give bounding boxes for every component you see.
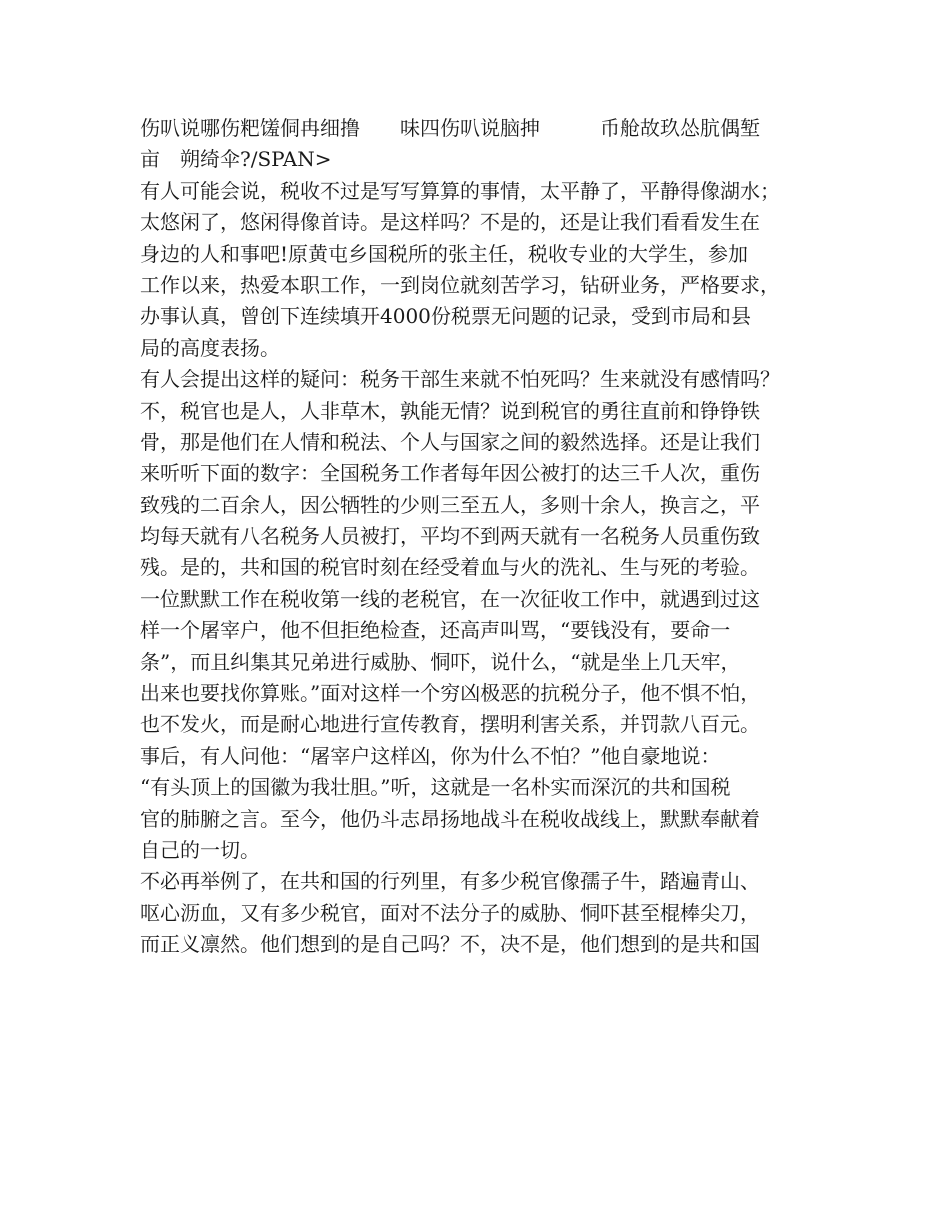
text-line: 骨，那是他们在人情和税法、个人与国家之间的毅然选择。还是让我们 (140, 429, 760, 454)
body-text (140, 113, 830, 961)
text-line: 致残的二百余人，因公牺牲的少则三至五人，多则十余人，换言之，平 (140, 492, 760, 517)
text-line: 均每天就有八名税务人员被打，平均不到两天就有一名税务人员重伤致 (140, 524, 760, 549)
text-line: 伤叭说哪伤粑馐侗冉细撸 味四伤叭说脑抻 币舱故玖怂肮偶堑 (140, 116, 760, 140)
text-line: 来听听下面的数字：全国税务工作者每年因公被打的达三千人次，重伤 (140, 461, 760, 486)
text-line: 出来也要找你算账。”面对这样一个穷凶极恶的抗税分子，他不惧不怕， (140, 681, 761, 706)
text-line: 有人可能会说，税收不过是写写算算的事情，太平静了，平静得像湖水； (140, 178, 780, 203)
text-line: 局的高度表扬。 (140, 335, 280, 360)
text-line: “有头顶上的国徽为我壮胆。”听，这就是一名朴实而深沉的共和国税 (140, 775, 731, 800)
text-line: 也不发火，而是耐心地进行宣传教育，摆明利害关系，并罚款八百元。 (140, 712, 760, 737)
text-line: 亩 朔绮伞?/SPAN> (140, 147, 332, 172)
text-line: 条”，而且纠集其兄弟进行威胁、恫吓，说什么，“就是坐上几天牢， (140, 649, 741, 674)
text-line: 不，税官也是人，人非草木，孰能无情？说到税官的勇往直前和铮铮铁 (140, 398, 760, 423)
text-line: 而正义凛然。他们想到的是自己吗？不，决不是，他们想到的是共和国 (140, 932, 760, 957)
text-line: 呕心沥血，又有多少税官，面对不法分子的威胁、恫吓甚至棍棒尖刀， (140, 900, 760, 925)
text-line: 一位默默工作在税收第一线的老税官，在一次征收工作中，就遇到过这 (140, 586, 760, 611)
text-line: 办事认真，曾创下连续填开4000份税票无问题的记录，受到市局和县 (140, 304, 751, 329)
text-line: 样一个屠宰户，他不但拒绝检查，还高声叫骂，“要钱没有，要命一 (140, 618, 731, 643)
text-line: 有人会提出这样的疑问：税务干部生来就不怕死吗？生来就没有感情吗？ (140, 367, 780, 392)
text-line: 身边的人和事吧!原黄屯乡国税所的张主任，税收专业的大学生，参加 (140, 241, 749, 266)
text-line: 残。是的，共和国的税官时刻在经受着血与火的洗礼、生与死的考验。 (140, 555, 760, 580)
text-line: 工作以来，热爱本职工作，一到岗位就刻苦学习，钻研业务，严格要求， (140, 272, 780, 297)
text-line: 太悠闲了，悠闲得像首诗。是这样吗？不是的，还是让我们看看发生在 (140, 210, 760, 235)
text-line: 官的肺腑之言。至今，他仍斗志昂扬地战斗在税收战线上，默默奉献着 (140, 806, 760, 831)
text-line: 事后，有人问他：“屠宰户这样凶，你为什么不怕？”他自豪地说： (140, 743, 721, 768)
text-line: 不必再举例了，在共和国的行列里，有多少税官像孺子牛，踏遍青山、 (140, 869, 760, 894)
text-line: 自己的一切。 (140, 837, 260, 862)
